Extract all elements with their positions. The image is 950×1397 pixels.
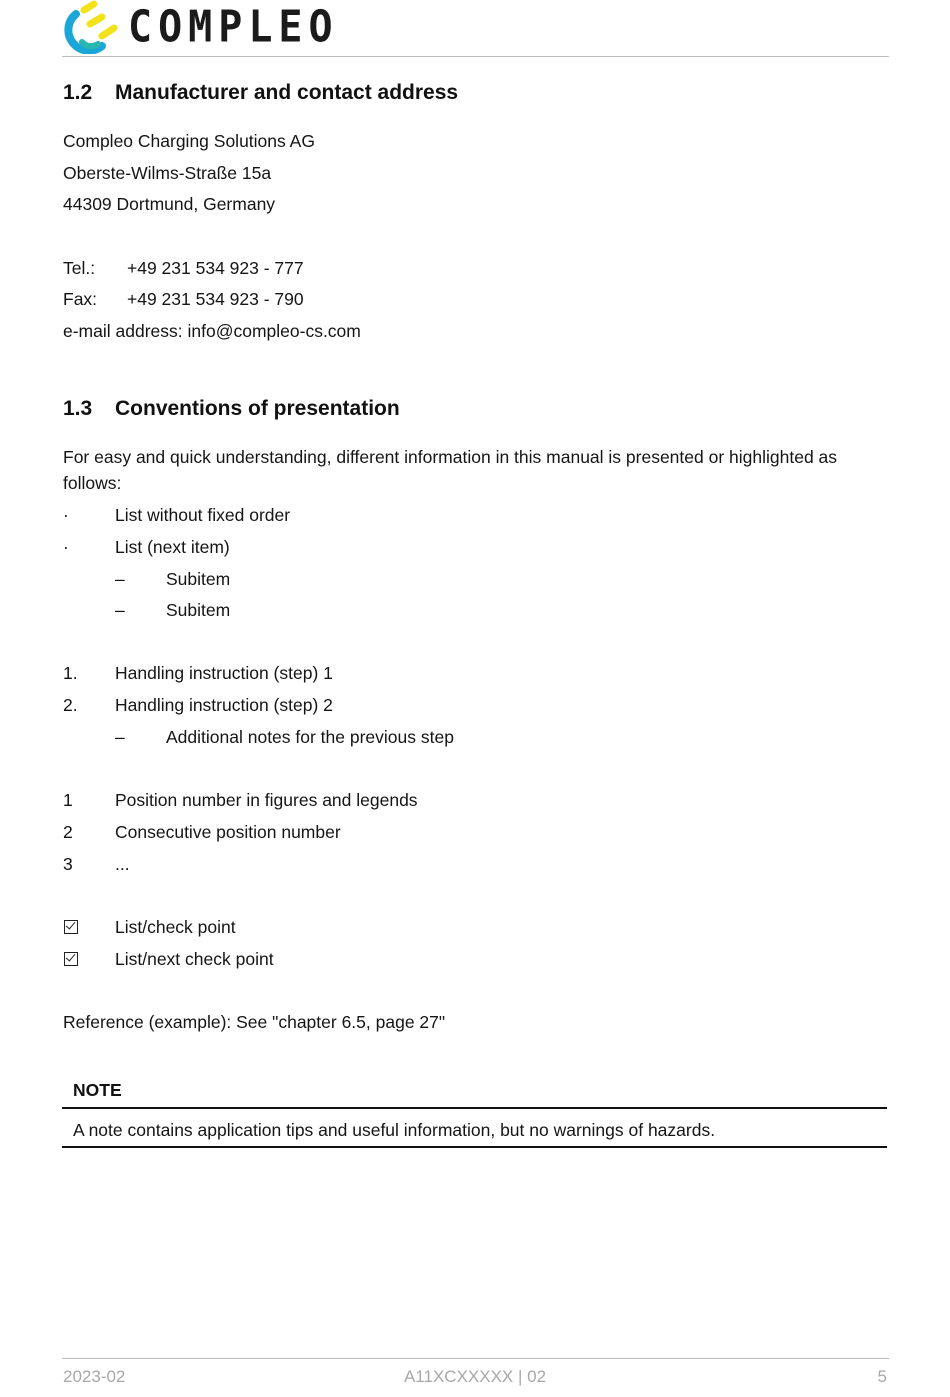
section-number: 1.3 <box>63 397 93 420</box>
dash-marker: – <box>115 600 125 620</box>
check-item: List/next check point <box>115 949 274 969</box>
section-heading-1-2 <box>63 81 458 105</box>
position-item: ... <box>115 854 130 874</box>
footer-document-id: A11XCXXXXX | 02 <box>403 1367 547 1386</box>
step-note: Additional notes for the previous step <box>166 727 454 747</box>
dash-marker: – <box>115 569 125 589</box>
position-number: 3 <box>63 854 73 874</box>
section-title: Conventions of presentation <box>115 397 400 420</box>
footer-page-number: 5 <box>877 1367 887 1386</box>
section-heading-1-3 <box>63 397 400 421</box>
fax-value: +49 231 534 923 - 790 <box>127 289 304 309</box>
step-item: Handling instruction (step) 1 <box>115 663 333 683</box>
step-number: 2. <box>63 695 78 715</box>
position-item: Position number in figures and legends <box>115 790 418 810</box>
reference-example: Reference (example): See "chapter 6.5, page 27" <box>63 1012 446 1032</box>
company-name: Compleo Charging Solutions AG <box>63 131 315 151</box>
note-top-rule <box>62 1107 887 1109</box>
intro-paragraph: For easy and quick understanding, different information in this manual is presented or highlighted as follows: <box>63 447 838 493</box>
list-item: List without fixed order <box>115 505 291 525</box>
bullet-marker: · <box>63 537 69 557</box>
compleo-logo-icon <box>62 0 120 54</box>
compleo-logo <box>62 0 339 54</box>
note-title: NOTE <box>73 1080 122 1100</box>
note-bottom-rule <box>62 1146 887 1148</box>
checkbox-checked-icon <box>64 948 78 970</box>
position-number: 1 <box>63 790 73 810</box>
header-divider <box>62 56 889 57</box>
position-item: Consecutive position number <box>115 822 341 842</box>
sub-list-item: Subitem <box>166 600 231 620</box>
dash-marker: – <box>115 727 125 747</box>
step-item: Handling instruction (step) 2 <box>115 695 333 715</box>
position-number: 2 <box>63 822 73 842</box>
check-item: List/check point <box>115 917 236 937</box>
section-number: 1.2 <box>63 81 93 104</box>
tel-label: Tel.: <box>63 258 96 278</box>
bullet-marker: · <box>63 505 69 525</box>
sub-list-item: Subitem <box>166 569 231 589</box>
note-text: A note contains application tips and useful information, but no warnings of hazards. <box>73 1120 716 1140</box>
checkbox-checked-icon <box>64 916 78 938</box>
email-address: e-mail address: info@compleo-cs.com <box>63 321 361 341</box>
city-address: 44309 Dortmund, Germany <box>63 194 276 214</box>
tel-value: +49 231 534 923 - 777 <box>127 258 304 278</box>
logo-wordmark: COMPLEO <box>128 1 339 53</box>
list-item: List (next item) <box>115 537 230 557</box>
section-title: Manufacturer and contact address <box>115 81 459 104</box>
footer-date: 2023-02 <box>63 1367 126 1386</box>
step-number: 1. <box>63 663 78 683</box>
footer-divider <box>62 1358 889 1359</box>
fax-label: Fax: <box>63 289 98 309</box>
street-address: Oberste-Wilms-Straße 15a <box>63 163 272 183</box>
